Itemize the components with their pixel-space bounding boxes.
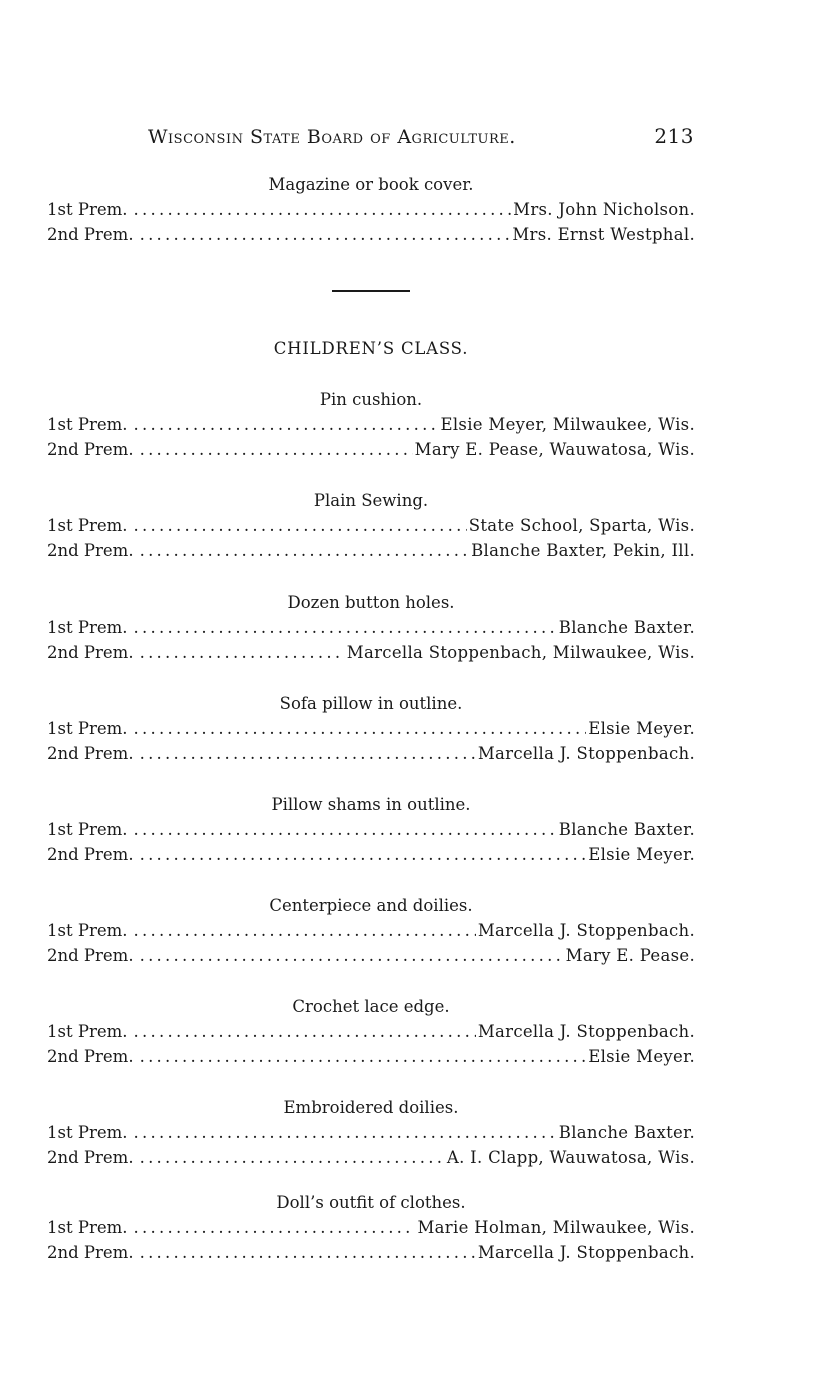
section-title: Embroidered doilies. [283,1097,459,1117]
award-row [47,842,695,867]
dot-leader [134,412,439,437]
award-section [47,994,695,1069]
award-row [47,538,695,563]
award-section [47,488,695,563]
dot-leader [140,538,470,563]
premium-label: 2nd Prem. [47,642,134,662]
premium-label: 2nd Prem. [47,743,134,763]
running-head-title: Wisconsin State Board of Agriculture. [148,126,516,148]
dot-leader [140,1145,445,1170]
section-gap [47,665,695,691]
winner-name: Elsie Meyer. [588,1046,695,1066]
dot-leader [134,1120,557,1145]
section-gap [47,968,695,994]
award-section [47,893,695,968]
running-head [148,124,694,148]
page-number: 213 [654,124,694,148]
premium-label: 1st Prem. [47,920,128,940]
section-gap [47,867,695,893]
premium-label: 2nd Prem. [47,225,134,244]
winner-name: A. I. Clapp, Wauwatosa, Wis. [446,1147,695,1167]
winner-name: Elsie Meyer, Milwaukee, Wis. [440,414,695,434]
premium-label: 2nd Prem. [47,844,134,864]
award-section [47,1190,695,1265]
winner-name: Blanche Baxter. [558,617,695,637]
premium-label: 1st Prem. [47,1217,128,1237]
dot-leader [134,197,512,222]
winner-name: Mrs. John Nicholson. [513,200,695,219]
section-title: Centerpiece and doilies. [269,895,473,915]
award-section [47,1095,695,1170]
winner-name: Marcella Stoppenbach, Milwaukee, Wis. [346,642,695,662]
premium-label: 2nd Prem. [47,540,134,560]
dot-leader [140,437,413,462]
dot-leader [134,817,557,842]
premium-label: 2nd Prem. [47,1147,134,1167]
winner-name: Blanche Baxter. [558,1122,695,1142]
dot-leader [140,222,511,247]
award-row [47,817,695,842]
winner-name: Mrs. Ernst Westphal. [512,225,695,244]
dot-leader [140,640,345,665]
premium-list [47,172,695,1265]
award-row [47,640,695,665]
winner-name: Blanche Baxter. [558,819,695,839]
dot-leader [140,1044,587,1069]
award-row [47,1019,695,1044]
winner-name: State School, Sparta, Wis. [468,515,695,535]
premium-label: 1st Prem. [47,617,128,637]
award-section [47,792,695,867]
winner-name: Mary E. Pease, Wauwatosa, Wis. [414,439,695,459]
pre-sections [47,172,695,247]
section-title: Pin cushion. [319,389,423,409]
premium-label: 1st Prem. [47,414,128,434]
section-title: Magazine or book cover. [268,175,474,194]
premium-label: 2nd Prem. [47,1242,134,1262]
award-section [47,590,695,665]
section-gap [47,361,695,387]
section-title: Plain Sewing. [313,490,429,510]
dot-leader [134,1019,476,1044]
award-row [47,1044,695,1069]
dot-leader [140,1240,476,1265]
award-row [47,1145,695,1170]
winner-name: Marcella J. Stoppenbach. [477,1242,695,1262]
section-title: Crochet lace edge. [292,996,450,1016]
winner-name: Elsie Meyer. [588,844,695,864]
dot-leader [140,943,564,968]
winner-name: Marie Holman, Milwaukee, Wis. [417,1217,695,1237]
premium-label: 1st Prem. [47,1021,128,1041]
winner-name: Mary E. Pease. [565,945,695,965]
section-gap [47,1069,695,1095]
section-gap [47,1170,695,1190]
premium-label: 1st Prem. [47,1122,128,1142]
award-row [47,918,695,943]
section-title: Doll’s outfit of clothes. [276,1192,466,1212]
premium-label: 1st Prem. [47,515,128,535]
premium-label: 1st Prem. [47,718,128,738]
award-row [47,412,695,437]
winner-name: Marcella J. Stoppenbach. [477,743,695,763]
section-title: Dozen button holes. [287,592,455,612]
dot-leader [140,842,587,867]
award-row [47,1120,695,1145]
award-section [47,387,695,462]
dot-leader [134,716,587,741]
award-row [47,222,695,247]
winner-name: Elsie Meyer. [588,718,695,738]
dot-leader [140,741,476,766]
winner-name: Blanche Baxter, Pekin, Ill. [471,540,695,560]
premium-label: 1st Prem. [47,819,128,839]
section-title: Pillow shams in outline. [271,794,471,814]
award-section [47,691,695,766]
class-sections [47,361,695,1265]
dot-leader [134,1215,416,1240]
section-gap [47,462,695,488]
award-row [47,615,695,640]
premium-label: 1st Prem. [47,200,128,219]
award-row [47,1215,695,1240]
section-gap [47,766,695,792]
class-title: CHILDREN’S CLASS. [273,338,469,358]
dot-leader [134,918,476,943]
winner-name: Marcella J. Stoppenbach. [477,1021,695,1041]
premium-label: 2nd Prem. [47,945,134,965]
award-row [47,1240,695,1265]
award-section [47,172,695,247]
award-row [47,513,695,538]
premium-label: 2nd Prem. [47,439,134,459]
award-row [47,741,695,766]
award-row [47,437,695,462]
award-row [47,943,695,968]
dot-leader [134,615,557,640]
award-row [47,716,695,741]
section-divider [332,290,410,292]
award-row [47,197,695,222]
dot-leader [134,513,467,538]
winner-name: Marcella J. Stoppenbach. [477,920,695,940]
section-gap [47,563,695,590]
section-title: Sofa pillow in outline. [279,693,463,713]
premium-label: 2nd Prem. [47,1046,134,1066]
